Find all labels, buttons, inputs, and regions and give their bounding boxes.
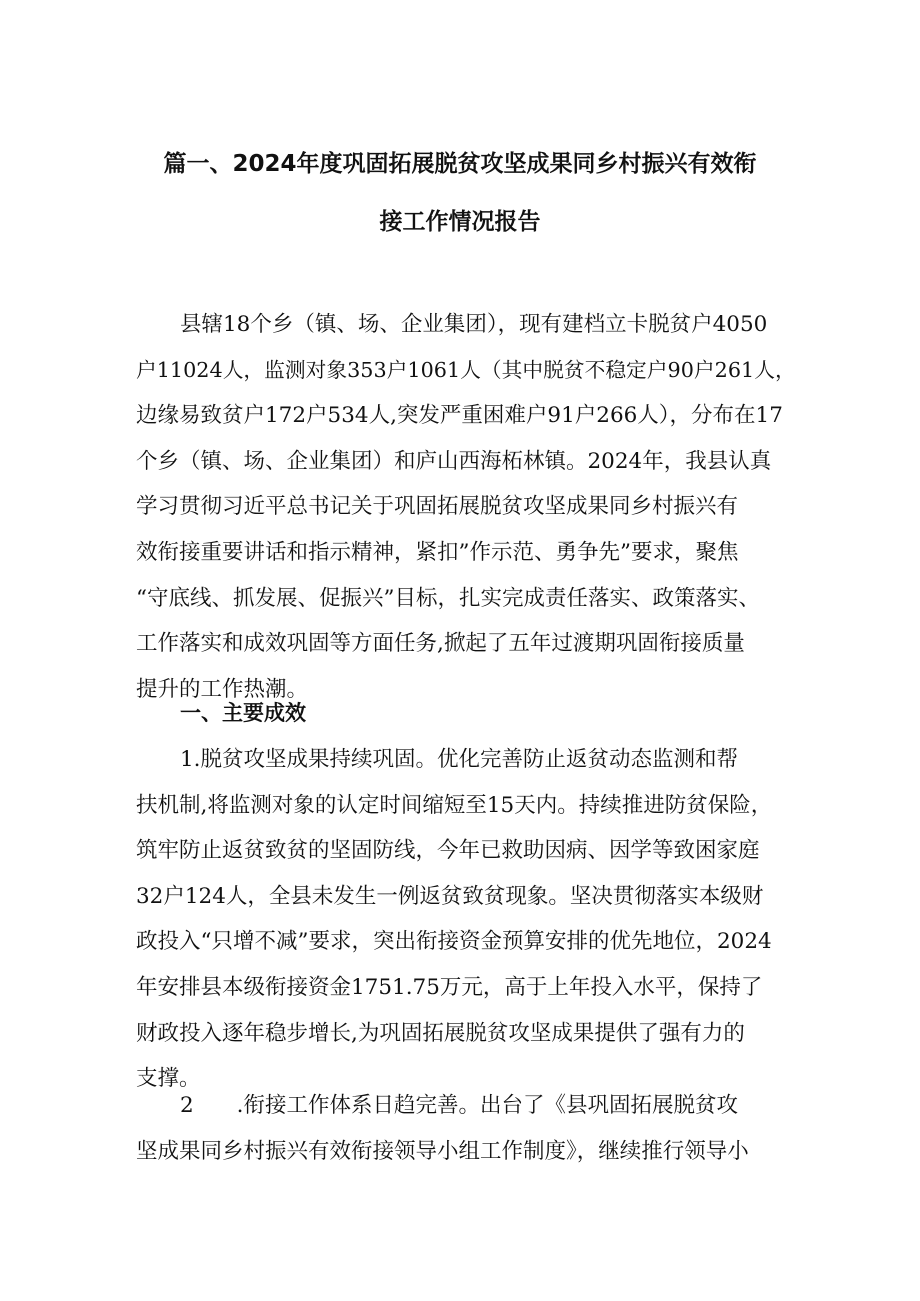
paragraph-intro [136, 302, 796, 712]
text-line: 坚成果同乡村振兴有效衔接领导小组工作制度》，继续推行领导小 [136, 1138, 749, 1164]
text-line: 筑牢防止返贫致贫的坚固防线，今年已救助因病、因学等致困家庭 [136, 838, 760, 864]
document-title-line-2: 接工作情况报告 [379, 209, 541, 235]
text-line: 个乡（镇、场、企业集团）和庐山西海柘林镇。2024年，我县认真 [136, 448, 772, 474]
text-line: 扶机制,将监测对象的认定时间缩短至15天内。持续推进防贫保险， [136, 792, 773, 818]
text-line: 2 .衔接工作体系日趋完善。出台了《县巩固拓展脱贫攻 [180, 1093, 739, 1118]
text-line: 学习贯彻习近平总书记关于巩固拓展脱贫攻坚成果同乡村振兴有 [136, 494, 739, 520]
paragraph-achievement-1 [136, 737, 796, 1102]
section-heading: 一、主要成效 [180, 701, 306, 725]
text-line: 支撑。 [136, 1066, 201, 1092]
text-line: 工作落实和成效巩固等方面任务,掀起了五年过渡期巩固衔接质量 [136, 631, 745, 657]
text-line: 1.脱贫攻坚成果持续巩固。优化完善防止返贫动态监测和帮 [180, 747, 739, 772]
document-title-line-1: 篇一、2024年度巩固拓展脱贫攻坚成果同乡村振兴有效衔 [163, 151, 757, 177]
text-line: 32户124人，全县未发生一例返贫致贫现象。坚决贯彻落实本级财 [136, 883, 764, 909]
text-line: 财政投入逐年稳步增长,为巩固拓展脱贫攻坚成果提供了强有力的 [136, 1020, 745, 1046]
text-line: 效衔接重要讲话和指示精神，紧扣”作示范、勇争先”要求，聚焦 [136, 539, 739, 565]
text-line: 县辖18个乡（镇、场、企业集团），现有建档立卡脱贫户4050 [180, 312, 768, 337]
text-line: 边缘易致贫户172户534人,突发严重困难户91户266人），分布在17 [136, 403, 783, 429]
text-line: “守底线、抓发展、促振兴”目标，扎实完成责任落实、政策落实、 [136, 585, 760, 611]
text-line: 政投入“只增不减”要求，突出衔接资金预算安排的优先地位，2024 [136, 929, 772, 955]
text-line: 户11024人，监测对象353户1061人（其中脱贫不稳定户90户261人， [136, 357, 796, 382]
paragraph-achievement-2 [136, 1083, 796, 1174]
text-line: 提升的工作热潮。 [136, 676, 309, 702]
text-line: 年安排县本级衔接资金1751.75万元，高于上年投入水平，保持了 [136, 974, 763, 1000]
